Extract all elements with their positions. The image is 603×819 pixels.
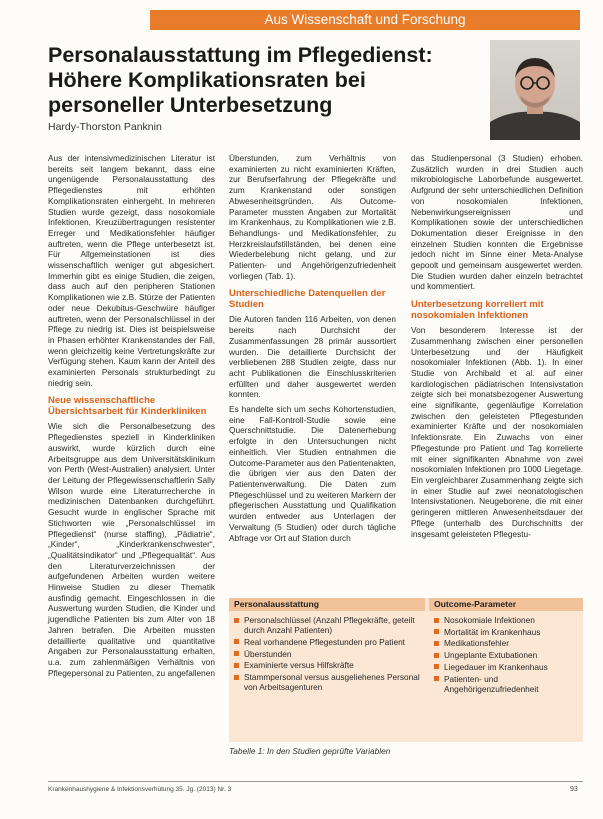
paragraph: Wie sich die Personalbesetzung des Pflegedienstes speziell in Kinderkliniken auswirkt, wurde kürzlich durch eine Arbeitsgruppe aus dem Universitätsklinikum von Perth (West-Australien) analysiert. Unter der Leitung der Pflegewissenschaftlerin Sally Wilson wurde eine Literaturrecherche in medizinischen Datenbanken durchgeführt. Gesucht wurde in englischer Sprache mit Stichworten wie „Personalschlüssel im Pflegedienst“ (nurse staffing), „Pädiatrie“, „Kinder“, „Kinderkrankenschwester“, „Qualitätsindikator“ und „Pflegequalität“. Aus den Literaturverzeichnissen der aufgefundenen Arbeiten wurden weitere Hinweise Studien zu dieser Thematik ausfindig gemacht. Eingeschlossen in die Auswertung wurden Studien, die Kinder und jugendliche Patienten bis zum Alter von 18 Jahren betrafen. Die Arbeiten mussten detaillierte qualitative und quantitative Angaben zur Personalausstattung erhalten, u.a. zum zahlenmäßigen Verhältnis von Pflegepersonal zu Patienten, zu angefallenen [48,421,215,678]
paragraph: Aus der intensivmedizinischen Literatur ist bereits seit langem bekannt, dass eine ungenügende Personalausstattung des Pflegedienstes mit erhöhten Komplikationsraten einhergeht. In mehreren Studien wurde gezeigt, dass nosokomiale Infektionen, Kreuzübertragungen resistenter Erreger und Medikationsfehler häufiger auftreten, wenn die Pflege unterbesetzt ist. Für Allgemeinstationen ist dies wissenschaftlich weniger gut abgesichert. Immerhin gibt es einige Studien, die zeigen, dass auch auf den peripheren Stationen Komplikationen wie z.B. Stürze der Patienten oder neue Dekubitus-Geschwüre häufiger auftreten, wenn der Personalschlüssel in der Pflege zu niedrig ist. Dies ist beispielsweise in Phasen erhöhter Krankenstandes der Fall, wenn gleichzeitig keine Vertretungskräfte zur Verfügung stehen. Kaum kann der Anteil des examinierten Personals strukturbedingt zu niedrig sein. [48,153,215,388]
list-item: Nosokomiale Infektionen [433,615,579,625]
list-item: Liegedauer im Krankenhaus [433,662,579,672]
list-item: Mortalität im Krankenhaus [433,627,579,637]
bullet-square-icon [434,653,439,658]
paragraph: Die Autoren fanden 116 Arbeiten, von denen bereits nach Durchsicht der Zusammenfassungen 28 primär aussortiert wurden. Die detaillierte Durchsicht der verbliebenen 288 Studien zeigte, dass nur acht Publikationen die Einschlusskriterien erfüllten und daher ausgewertet werden konnten. [229,314,396,400]
table-header-staffing: Personalausstattung [229,598,425,611]
text-column-1 [48,153,215,678]
subheading: Unterschiedliche Datenquellen der Studien [229,288,386,311]
text-column-2 [229,153,396,543]
list-item: Examinierte versus Hilfskräfte [233,660,421,670]
outcome-list [433,615,579,695]
bullet-square-icon [434,664,439,669]
text-column-3 [411,153,583,539]
title-line-2: Höhere Komplikationsraten bei [48,68,366,92]
bullet-square-icon [234,663,239,668]
paragraph: Von besonderem Interesse ist der Zusammenhang zwischen einer personellen Unterbesetzung und der Häufigkeit nosokomialer Infektionen (Abb. 1). In einer Studie von Archibald et al. auf einer kardiologischen pädiatrischen Intensivstation zeigte sich bei monatsbezogener Auswertung eine signifikante, gegenläufige Korrelation zwischen den geleisteten Pflegestunden examinierter Kräfte und der nosokomialen Infektionsrate. Ein Zuwachs von einer Pflegestunde pro Patient und Tag korrelierte mit einer signifikanten Abnahme von zwei nosokomialen Infektionen pro 1000 Liegetage. Ein vergleichbarer Zusammenhang zeigte sich in einer Studie auf zwei neonatologischen Intensivstationen. Neugeborene, die mit einer geringeren mittleren Anwesenheitsdauer der Pflege (unterhalb des Durchschnitts der insgesamt geleisteten Pflegestu- [411,325,583,539]
paragraph: Es handelte sich um sechs Kohortenstudien, eine Fall-Kontroll-Studie sowie eine Querschnittstudie. Die Datenerhebung erfolgte in den Untersuchungen nicht einheitlich. Vier Studien entnahmen die Outcome-Parameter aus den Patientenakten, die übrigen vier aus den Daten der Patientenverwaltung. Die Daten zum Pflegeschlüssel und zu weiteren Markern der pflegerischen Ausstattung und Qualifikation wurden entweder aus Unterlagen der Verwaltung (5 Studien) oder durch tägliche Abfrage vor Ort auf Station durch [229,404,396,543]
journal-reference: Krankenhaushygiene & Infektionsverhütung 35. Jg. (2013) Nr. 3 [48,786,232,793]
author-photo [490,40,580,140]
bullet-square-icon [234,639,239,644]
bullet-square-icon [234,651,239,656]
title-line-1: Personalausstattung im Pflegedienst: [48,43,433,67]
paragraph: Überstunden, zum Verhältnis von examinierten zu nicht examinierten Kräften, zur Berufserfahrung der Pflegekräfte und zum Krankenstand oder sonstigen Abwesenheitsgründen. Als Outcome-Parameter mussten Angaben zur Mortalität im Krankenhaus, zu Komplikationen wie z.B. Behandlungs- und Medikationsfehler, zu Herzkreislaufstillständen, bei denen eine Wiederbelebung nicht gelang, und zur Patienten- und Angehörigenzufriedenheit vorliegen (Tab. 1). [229,153,396,281]
table-header-outcome: Outcome-Parameter [429,598,583,611]
list-item: Stammpersonal versus ausgeliehenes Personal von Arbeitsagenturen [233,672,421,692]
table-caption: Tabelle 1: In den Studien geprüfte Variablen [229,746,391,756]
bullet-square-icon [434,618,439,623]
subheading: Unterbesetzung korreliert mit nosokomialen Infektionen [411,299,544,322]
variables-table [229,598,583,742]
list-item: Überstunden [233,649,421,659]
bullet-square-icon [234,675,239,680]
article-title [48,43,473,118]
list-item: Medikationsfehler [433,638,579,648]
list-item: Real vorhandene Pflegestunden pro Patient [233,637,421,647]
section-rubric: Aus Wissenschaft und Forschung [150,10,580,30]
author-name: Hardy-Thorston Panknin [48,121,162,133]
bullet-square-icon [434,676,439,681]
page-number: 93 [570,786,578,793]
bullet-square-icon [234,618,239,623]
list-item: Personalschlüssel (Anzahl Pflegekräfte, geteilt durch Anzahl Patienten) [233,615,421,635]
list-item: Ungeplante Extubationen [433,650,579,660]
bullet-square-icon [434,641,439,646]
staffing-list [233,615,421,694]
list-item: Patienten- und Angehörigenzufriedenheit [433,674,579,694]
paragraph: das Studienpersonal (3 Studien) erhoben. Zusätzlich wurden in drei Studien auch mikrobiologische Laborbefunde ausgewertet. Aufgrund der sehr unterschiedlichen Definition von nosokomialen Infektionen, Nebenwirkungsereignissen und Komplikationen sowie der unterschiedlichen Dokumentation dieser Ereignisse in den einzelnen Studien konnten die Ergebnisse jedoch nicht im Sinne einer Meta-Analyse gepoolt und gemeinsam ausgewertet werden. Die Studien wurden daher einzeln betrachtet und kommentiert. [411,153,583,292]
footer-divider [48,781,583,782]
bullet-square-icon [434,629,439,634]
title-line-3: personeller Unterbesetzung [48,93,333,117]
subheading: Neue wissenschaftliche Übersichtsarbeit für Kinderkliniken [48,395,207,418]
